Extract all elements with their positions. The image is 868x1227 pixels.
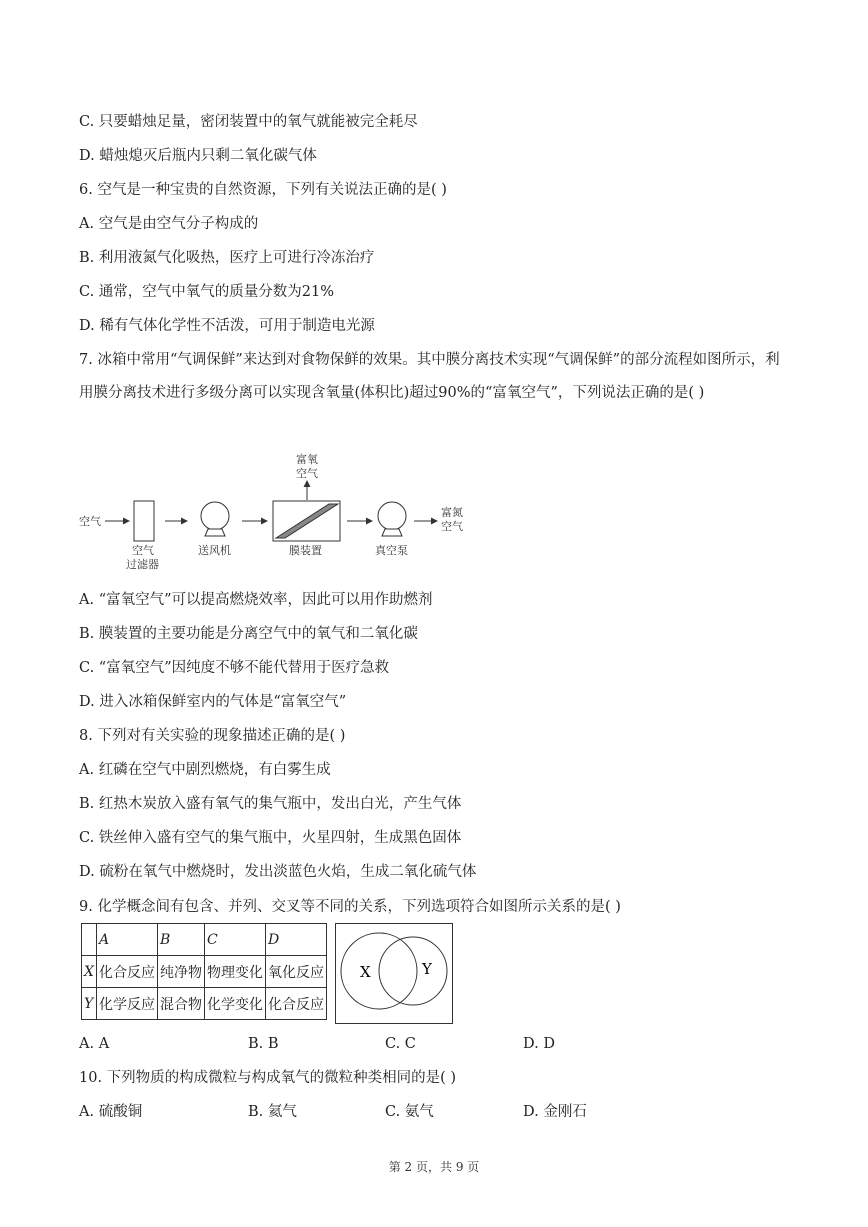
table-cell: 纯净物 [157, 956, 204, 988]
option-text: A. 硫酸铜 [79, 1104, 143, 1120]
option-line: D. 稀有气体化学性不活泼，可用于制造电光源 [79, 318, 375, 334]
question-stem: 9. 化学概念间有包含、并列、交叉等不同的关系，下列选项符合如图所示关系的是( ) [79, 899, 621, 915]
option-line: B. 膜装置的主要功能是分离空气中的氧气和二氧化碳 [79, 626, 418, 642]
option-line: D. 硫粉在氧气中燃烧时，发出淡蓝色火焰，生成二氧化硫气体 [79, 864, 477, 880]
table-cell: 氧化反应 [265, 956, 326, 988]
option-text: A. A [79, 1036, 110, 1052]
air-filter [134, 501, 154, 541]
option-line: C. 通常，空气中氧气的质量分数为21% [79, 284, 335, 300]
table-header: D [265, 924, 326, 956]
venn-label-y: Y [422, 960, 432, 978]
option-line: A. 红磷在空气中剧烈燃烧，有白雾生成 [79, 762, 331, 778]
table-cell: 混合物 [157, 988, 204, 1020]
blower-icon [201, 502, 229, 536]
membrane-device [273, 501, 340, 541]
option-line: D. 进入冰箱保鲜室内的气体是“富氧空气” [79, 694, 347, 710]
question-stem: 8. 下列对有关实验的现象描述正确的是( ) [79, 728, 346, 744]
option-text: D. D [523, 1036, 555, 1052]
oxygen-rich-label: 空气 [296, 467, 318, 480]
table-header-row [82, 924, 327, 956]
table-cell: 化合反应 [96, 956, 157, 988]
table-cell: 化学变化 [204, 988, 265, 1020]
pump-label: 真空泵 [375, 544, 408, 557]
table-header: B [157, 924, 204, 956]
membrane-label: 膜装置 [289, 544, 322, 557]
page-footer: 第 2 页，共 9 页 [388, 1160, 480, 1174]
air-input-label: 空气 [79, 515, 101, 528]
option-line: C. “富氧空气”因纯度不够不能代替用于医疗急救 [79, 660, 390, 676]
option-text: C. C [385, 1036, 416, 1052]
nitrogen-rich-label: 空气 [441, 520, 463, 533]
option-text: B. 氦气 [248, 1104, 297, 1120]
option-line: A. “富氧空气”可以提高燃烧效率，因此可以用作助燃剂 [79, 592, 433, 608]
relation-table [81, 923, 327, 1020]
venn-label-x: X [360, 963, 371, 981]
question-stem: 7. 冰箱中常用“气调保鲜”来达到对食物保鲜的效果。其中膜分离技术实现“气调保鲜”的部分流程如图所示，利用膜分离技术进行多级分离可以实现含氧量(体积比)超过90%的“富氧空气”，下列说法正确的是( ) [79, 352, 780, 401]
table-row [82, 956, 327, 988]
option-text: D. 金刚石 [523, 1104, 587, 1120]
venn-diagram [335, 923, 453, 1024]
nitrogen-rich-label: 富氮 [441, 506, 463, 519]
table-row [82, 988, 327, 1020]
filter-label: 空气 [132, 544, 154, 557]
question-line: C. 只要蜡烛足量，密闭装置中的氧气就能被完全耗尽 [79, 114, 418, 130]
table-cell: 化学反应 [96, 988, 157, 1020]
blower-label: 送风机 [198, 544, 231, 557]
option-line: A. 空气是由空气分子构成的 [79, 216, 259, 232]
membrane-flow-diagram [75, 448, 475, 578]
question-stem: 10. 下列物质的构成微粒与构成氧气的微粒种类相同的是( ) [79, 1070, 457, 1086]
question-line: D. 蜡烛熄灭后瓶内只剩二氧化碳气体 [79, 148, 317, 164]
option-text: C. 氨气 [385, 1104, 434, 1120]
row-label: Y [82, 988, 97, 1020]
option-line: C. 铁丝伸入盛有空气的集气瓶中，火星四射，生成黑色固体 [79, 830, 462, 846]
option-text: B. B [248, 1036, 279, 1052]
option-line: B. 利用液氮气化吸热，医疗上可进行冷冻治疗 [79, 250, 375, 266]
vacuum-pump-icon [378, 502, 406, 536]
table-cell: 化合反应 [265, 988, 326, 1020]
option-line: B. 红热木炭放入盛有氧气的集气瓶中，发出白光，产生气体 [79, 796, 462, 812]
filter-label: 过滤器 [126, 558, 159, 571]
table-header: A [96, 924, 157, 956]
row-label: X [82, 956, 97, 988]
question-stem: 6. 空气是一种宝贵的自然资源，下列有关说法正确的是( ) [79, 182, 447, 198]
table-header: C [204, 924, 265, 956]
table-corner [82, 924, 97, 956]
table-cell: 物理变化 [204, 956, 265, 988]
oxygen-rich-label: 富氧 [296, 453, 318, 466]
